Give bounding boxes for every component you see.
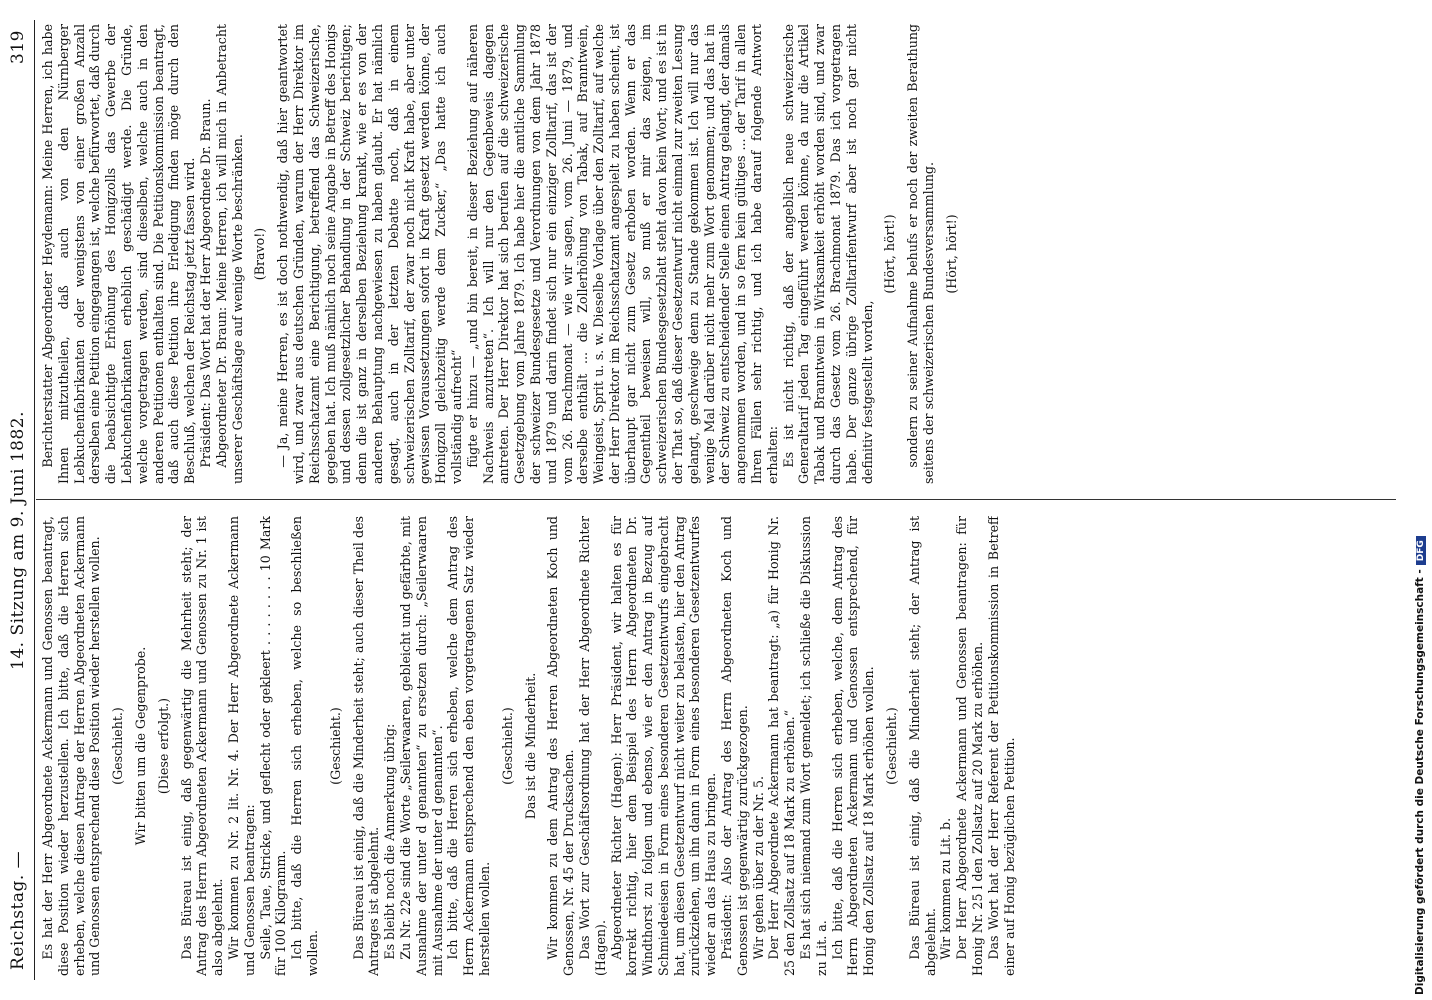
left-column-paragraph: Das ist die Minderheit. [522,672,538,820]
column-divider [36,499,1396,500]
header-title: 14. Sitzung am 9. Juni 1882. [8,411,28,670]
left-column-paragraph: Es hat der Herr Abgeordnete Ackermann und Genossen beantragt, diese Position wieder herzustellen. Ich bitte, daß die Herren sich erheben, welche diesen Antrage der Herren Abgeordneten Ackermann und Genossen entsprechend diese Position wieder herstellen wollen. [40,516,103,976]
right-column-paragraph: (Bravo!) [252,227,268,281]
left-column-paragraph: Es bleibt noch die Anmerkung übrig: [382,723,398,960]
left-column-paragraph: Ich bitte, daß die Herren sich erheben, welche so beschließen wollen. [289,516,320,976]
dfg-credit [1414,536,1426,995]
header-rule [34,20,35,980]
left-column-paragraph: Wir kommen zu dem Antrag des Herren Abgeordneten Koch und Genossen, Nr. 45 der Drucksachen. [545,516,577,976]
left-column-paragraph: Das Büreau ist einig, daß die Minderheit steht; auch dieser Theil des Antrages ist abgelehnt. [350,516,382,976]
left-column-paragraph: Abgeordneter Richter (Hagen): Herr Präsident, wir halten es für korrekt richtig, hier dem Beispiel des Herrn Abgeordneten Dr. Windthorst zu folgen und ebenso, wie er den Antrag in Bezug auf Schmiedeeisen in Form eines besonderen Gesetzentwurfs eingebracht hat, um diesen Gesetzentwurf nicht weiter zu belasten, hier den Antrag zurückziehen, um ihn dann in Form eines besonderen Gesetzentwurfes wieder an das Haus zu bringen. [608,516,719,976]
left-column-paragraph: Wir kommen zu Lit. b. [938,817,954,960]
right-column-paragraph: fügte er hinzu — „und bin bereit, in dieser Beziehung auf näheren Nachweis anzutreten“. Ich will nur den Gegenbeweis dagegen antreten. Der Herr Direktor hat sich berufen auf die schweizerische Gesetzgebung vom Jahre 1879. Ich habe hier die amtliche Sammlung der schweizer Bundesgesetze und Verordnungen von dem Jahr 1878 und 1879 und darin findet sich nur ein einziger Zolltarif, das ist der vom 26. Brachmonat — wie wir sagen, vom 26. Juni — 1879, und derselbe enthält ... die Zollerhöhung von Tabak, auf Branntwein, Weingeist, Sprit u. s. w. Dieselbe Vorlage über den Zolltarif, auf welche der Herr Direktor im Reichsschatzamt angespielt zu haben scheint, ist überhaupt gar nicht zum Gesetz erhoben worden. Wenn er das Gegentheil beweisen will, so muß er mir das zeigen, im schweizerischen Bundesgesetzblatt steht davon kein Wort; und es ist in der That so, daß dieser Gesetzentwurf nicht einmal zur zweiten Lesung gelangt, geschweige denn zu Stande gekommen ist. Ich will nur das wenige Mal darüber nicht mehr zum Wort genommen; und das hat in der Schweiz zu entscheidender Stelle einen Antrag gelangt, der damals angenommen worden, und in so fern kein gültiges ... der Tarif in allen Ihren Fällen sehr richtig, und ich habe darauf folgende Antwort erhalten: [464,24,780,484]
left-column-paragraph: Das Wort zur Geschäftsordnung hat der Herr Abgeordnete Richter (Hagen). [576,516,608,976]
page-number: 319 [8,30,28,64]
left-column-paragraph: Seile, Taue, Stricke, und geflecht oder gekleert . . . . . . . . 10 Mark für 100 Kilogramm. [257,516,289,976]
dfg-logo: DFG [1416,536,1426,565]
left-column-paragraph: Es hat sich niemand zum Wort gemeldet; ich schließe die Diskussion zu Lit. a. [798,516,829,976]
left-column [40,516,1390,976]
left-column-paragraph: (Diese erfolgt.) [155,697,171,795]
dfg-credit-text: Digitalisierung gefördert durch die Deutsche Forschungsgemeinschaft - [1414,569,1426,995]
right-column [40,24,1390,484]
right-column-paragraph: Berichterstatter Abgeordneter Heydemann: Meine Herren, ich habe Ihnen mitzutheilen, daß auch von den Nürnberger Lebkuchenfabrikanten oder wenigstens von einer großen Anzahl derselben eine Petition eingegangen ist, welche befürwortet, daß durch die beabsichtigte Erhöhung des Honigzolls das Gewerbe der Lebkuchenfabrikanten erheblich geschädigt werde. Die Gründe, welche vorgetragen werden, sind dieselben, welche auch in den anderen Petitionen enthalten sind. Die Petitionskommission beantragt, daß auch diese Petition ihre Erledigung finden möge durch den Beschluß, welchen der Reichstag jetzt fassen wird. [40,24,198,484]
left-column-paragraph: Wir bitten um die Gegenprobe. [132,646,148,846]
right-column-paragraph: Es ist nicht richtig, daß der angeblich neue schweizerische Generaltarif jeden Tag eingeführt werden könne, da nur die Artikel Tabak und Branntwein in Wirksamkeit erhöht worden sind, und zwar durch das Gesetz vom 26. Brachmonat 1879. Das ich vorgetragen habe. Der ganze übrige Zolltarifentwurf aber ist noch gar nicht definitiv festgestellt worden, [780,24,875,484]
header-left: Reichstag. — [8,850,28,970]
left-column-paragraph: Zu Nr. 22e sind die Worte „Seilerwaaren, gebleicht und gefärbte, mit Ausnahme der unter d genannten“ zu ersetzen durch: „Seilerwaaren mit Ausnahme der unter d genannten“. [397,516,445,976]
left-column-paragraph: Der Herr Abgeordnete Ackermann hat beantragt: „a) für Honig Nr. 25 den Zollsatz auf 18 Mark zu erhöhen.“ [766,516,798,976]
left-column-paragraph: (Geschieht.) [110,707,126,785]
left-column-paragraph: Wir kommen zu Nr. 2 lit. Nr. 4. Der Herr Abgeordnete Ackermann und Genossen beantragen: [225,516,257,976]
right-column-paragraph: Abgeordneter Dr. Braun: Meine Herren, ich will mich in Anbetracht unserer Geschäftslage auf wenige Worte beschränken. [213,24,245,484]
left-column-paragraph: Ich bitte, daß die Herren sich erheben, welche, dem Antrag des Herrn Abgeordneten Ackermann und Genossen entsprechend, für Honig den Zollsatz auf 18 Mark erhöhen wollen. [829,516,877,976]
right-column-paragraph: Präsident: Das Wort hat der Herr Abgeordnete Dr. Braun. [197,98,213,468]
left-column-paragraph: Der Herr Abgeordnete Ackermann und Genossen beantragen: für Honig Nr. 25 l den Zollsatz auf 20 Mark zu erhöhen. [954,516,986,976]
left-column-paragraph: Das Büreau ist einig, daß die Minderheit steht; der Antrag ist abgelehnt. [906,516,938,976]
running-header [8,30,34,970]
left-column-paragraph: (Geschieht.) [327,707,343,785]
left-column-paragraph: Das Wort hat der Herr Referent der Petitionskommission in Betreff einer auf Honig bezüglichen Petition. [985,516,1017,976]
right-column-paragraph: (Hört, hört!) [882,214,898,294]
left-column-paragraph: Präsident: Also der Antrag des Herrn Abgeordneten Koch und Genossen ist gegenwärtig zurückgezogen. [719,516,750,976]
right-column-paragraph: sondern zu seiner Aufnahme behufs er noch der zweiten Berathung seitens der schweizerischen Bundesversammlung. [905,24,937,484]
left-column-paragraph: Ich bitte, daß die Herren sich erheben, welche dem Antrag des Herrn Ackermann entsprechend den eben vorgetragenen Satz wieder herstellen wollen. [445,516,492,976]
left-column-paragraph: (Geschieht.) [499,707,515,785]
left-column-paragraph: Das Büreau ist einig, daß gegenwärtig die Mehrheit steht; der Antrag des Herrn Abgeordneten Ackermann und Genossen zu Nr. 1 ist also abgelehnt. [178,516,226,976]
right-column-paragraph: — Ja, meine Herren, es ist doch nothwendig, daß hier geantwortet wird, und zwar aus deutschen Gründen, warum der Herr Direktor im Reichsschatzamt eine Berichtigung, betreffend das Schweizerische, gegeben hat. Ich muß nämlich noch seine Angabe in Betreff des Honigs und dessen zollgesetzlicher Behandlung in der Schweiz berichtigen; denn die ist ganz in derselben Beziehung krankt, wie er es von der anderen Behauptung nachgewiesen zu haben glaubt. Er hat nämlich gesagt, auch in der letzten Debatte noch, daß in einem schweizerischen Zolltarif, der zwar noch nicht Kraft habe, aber unter gewissen Voraussetzungen sofort in Kraft gesetzt werden könne, der Honigzoll gleichzeitig werde dem Zucker,“ „Das hatte ich auch vollständig aufrecht“ [275,24,464,484]
right-column-paragraph: (Hört, hört!) [943,214,959,294]
digitization-sidebar [1412,0,1432,1000]
left-column-paragraph: Wir gehen über zu der Nr. 5. [750,776,766,960]
left-column-paragraph: (Geschieht.) [884,707,900,785]
